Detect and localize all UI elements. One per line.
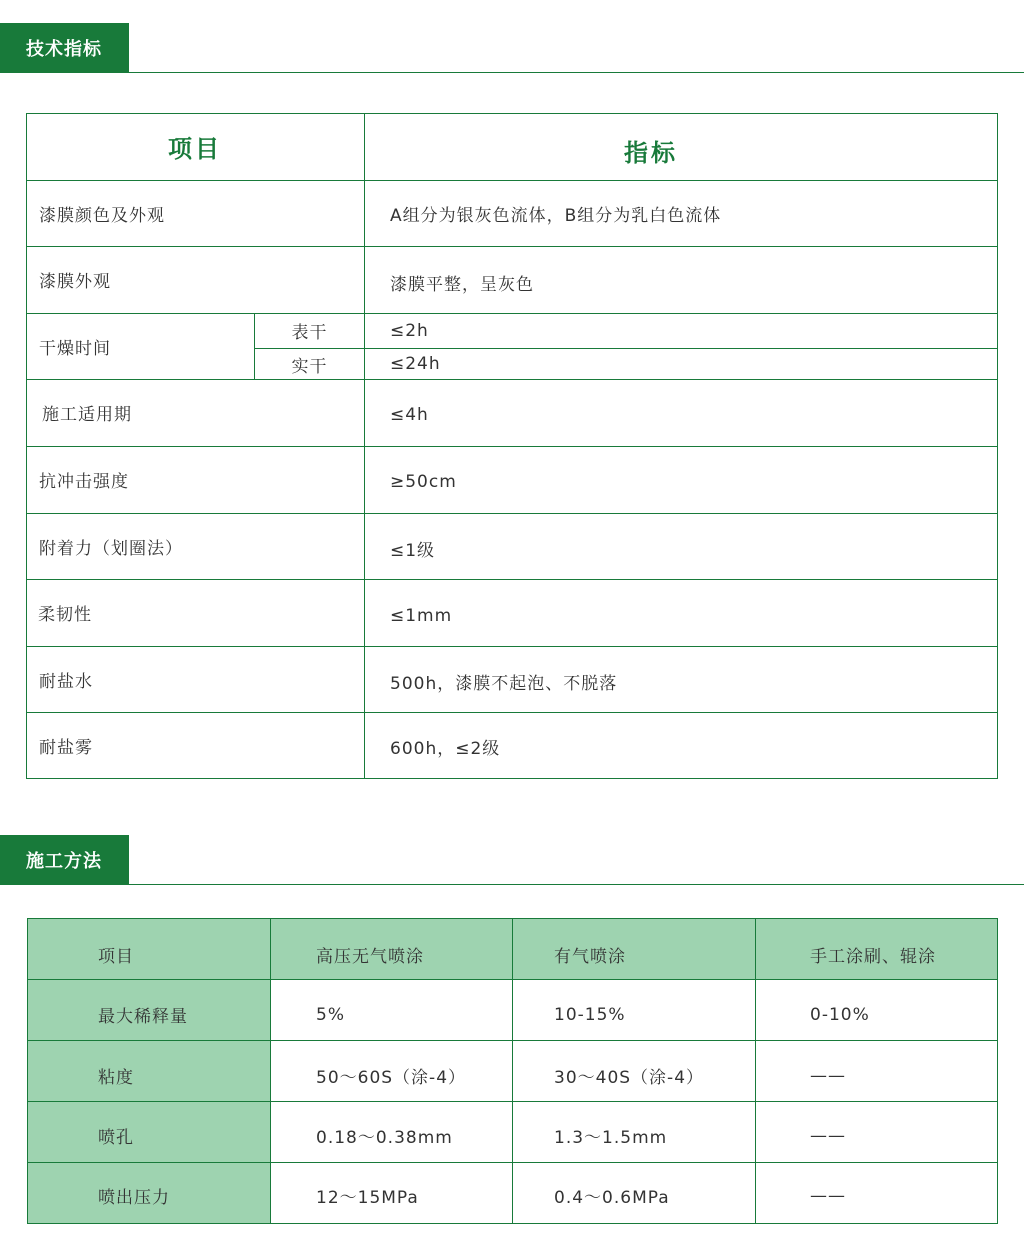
section-title: 技术指标: [0, 23, 129, 73]
table-rule: [26, 379, 998, 380]
method-value: 10-15%: [554, 1004, 626, 1025]
spec-value: 漆膜平整，呈灰色: [390, 275, 534, 295]
spec-value: ≤1级: [390, 540, 436, 561]
spec-table: [26, 113, 998, 779]
table-column-rule: [270, 918, 271, 1224]
method-value: 0.4～0.6MPa: [554, 1188, 670, 1208]
table-border-bottom: [26, 778, 998, 779]
method-value: 12～15MPa: [316, 1188, 419, 1208]
spec-item: 漆膜颜色及外观: [39, 205, 165, 226]
method-value: 0-10%: [810, 1004, 870, 1025]
method-row-label: 喷孔: [98, 1128, 134, 1148]
spec-item: 施工适用期: [42, 405, 132, 425]
method-value: ——: [810, 1065, 846, 1086]
method-header-item: 项目: [98, 947, 134, 967]
table-rule: [254, 348, 998, 349]
table-rule: [26, 446, 998, 447]
method-value: 0.18～0.38mm: [316, 1128, 453, 1148]
table-border-right: [997, 113, 998, 779]
method-table: [27, 918, 998, 1224]
spec-value: ≤4h: [390, 404, 429, 425]
section-header-methods: [0, 835, 1024, 885]
spec-item: 耐盐水: [39, 671, 93, 692]
spec-item: 附着力（划圈法）: [39, 538, 183, 559]
method-header-airless: 高压无气喷涂: [316, 947, 424, 967]
header-indicator: 指标: [624, 139, 678, 167]
table-border-left: [27, 918, 28, 1224]
method-header-manual: 手工涂刷、辊涂: [810, 947, 936, 967]
table-rule: [26, 246, 998, 247]
spec-item: 干燥时间: [39, 338, 111, 359]
spec-item: 抗冲击强度: [39, 472, 129, 492]
spec-value: ≥50cm: [390, 471, 457, 492]
method-value: 5%: [316, 1004, 345, 1025]
spec-value: ≤24h: [390, 354, 441, 374]
spec-value: ≤1mm: [390, 605, 453, 626]
section-divider: [129, 72, 1024, 73]
spec-value: 500h，漆膜不起泡、不脱落: [390, 673, 618, 694]
spec-value: ≤2h: [390, 320, 429, 341]
spec-value: 600h，≤2级: [390, 738, 501, 759]
spec-item: 柔韧性: [38, 605, 92, 625]
section-header-specs: [0, 23, 1024, 73]
table-rule: [26, 579, 998, 580]
spec-sub-label: 表干: [291, 323, 328, 343]
method-header-air: 有气喷涂: [554, 947, 626, 967]
table-column-rule: [512, 918, 513, 1224]
spec-item: 漆膜外观: [39, 272, 111, 292]
table-column-rule: [755, 918, 756, 1224]
spec-sub-label: 实干: [291, 356, 328, 377]
method-row-label: 喷出压力: [98, 1188, 170, 1208]
method-value: 1.3～1.5mm: [554, 1128, 668, 1148]
method-row-label: 最大稀释量: [98, 1007, 188, 1027]
method-row-label: 粘度: [98, 1068, 134, 1088]
table-rule: [26, 646, 998, 647]
section-title: 施工方法: [0, 835, 129, 885]
table-column-rule: [364, 113, 365, 779]
method-value: 30～40S（涂-4）: [554, 1068, 705, 1088]
spec-item: 耐盐雾: [39, 737, 93, 758]
header-item: 项目: [168, 135, 222, 163]
spec-value: A组分为银灰色流体，B组分为乳白色流体: [390, 205, 722, 226]
method-value: 50～60S（涂-4）: [316, 1068, 467, 1088]
table-border-right: [997, 918, 998, 1224]
method-value: ——: [810, 1185, 846, 1206]
method-value: ——: [810, 1125, 846, 1146]
table-border-left: [26, 113, 27, 779]
section-divider: [129, 884, 1024, 885]
